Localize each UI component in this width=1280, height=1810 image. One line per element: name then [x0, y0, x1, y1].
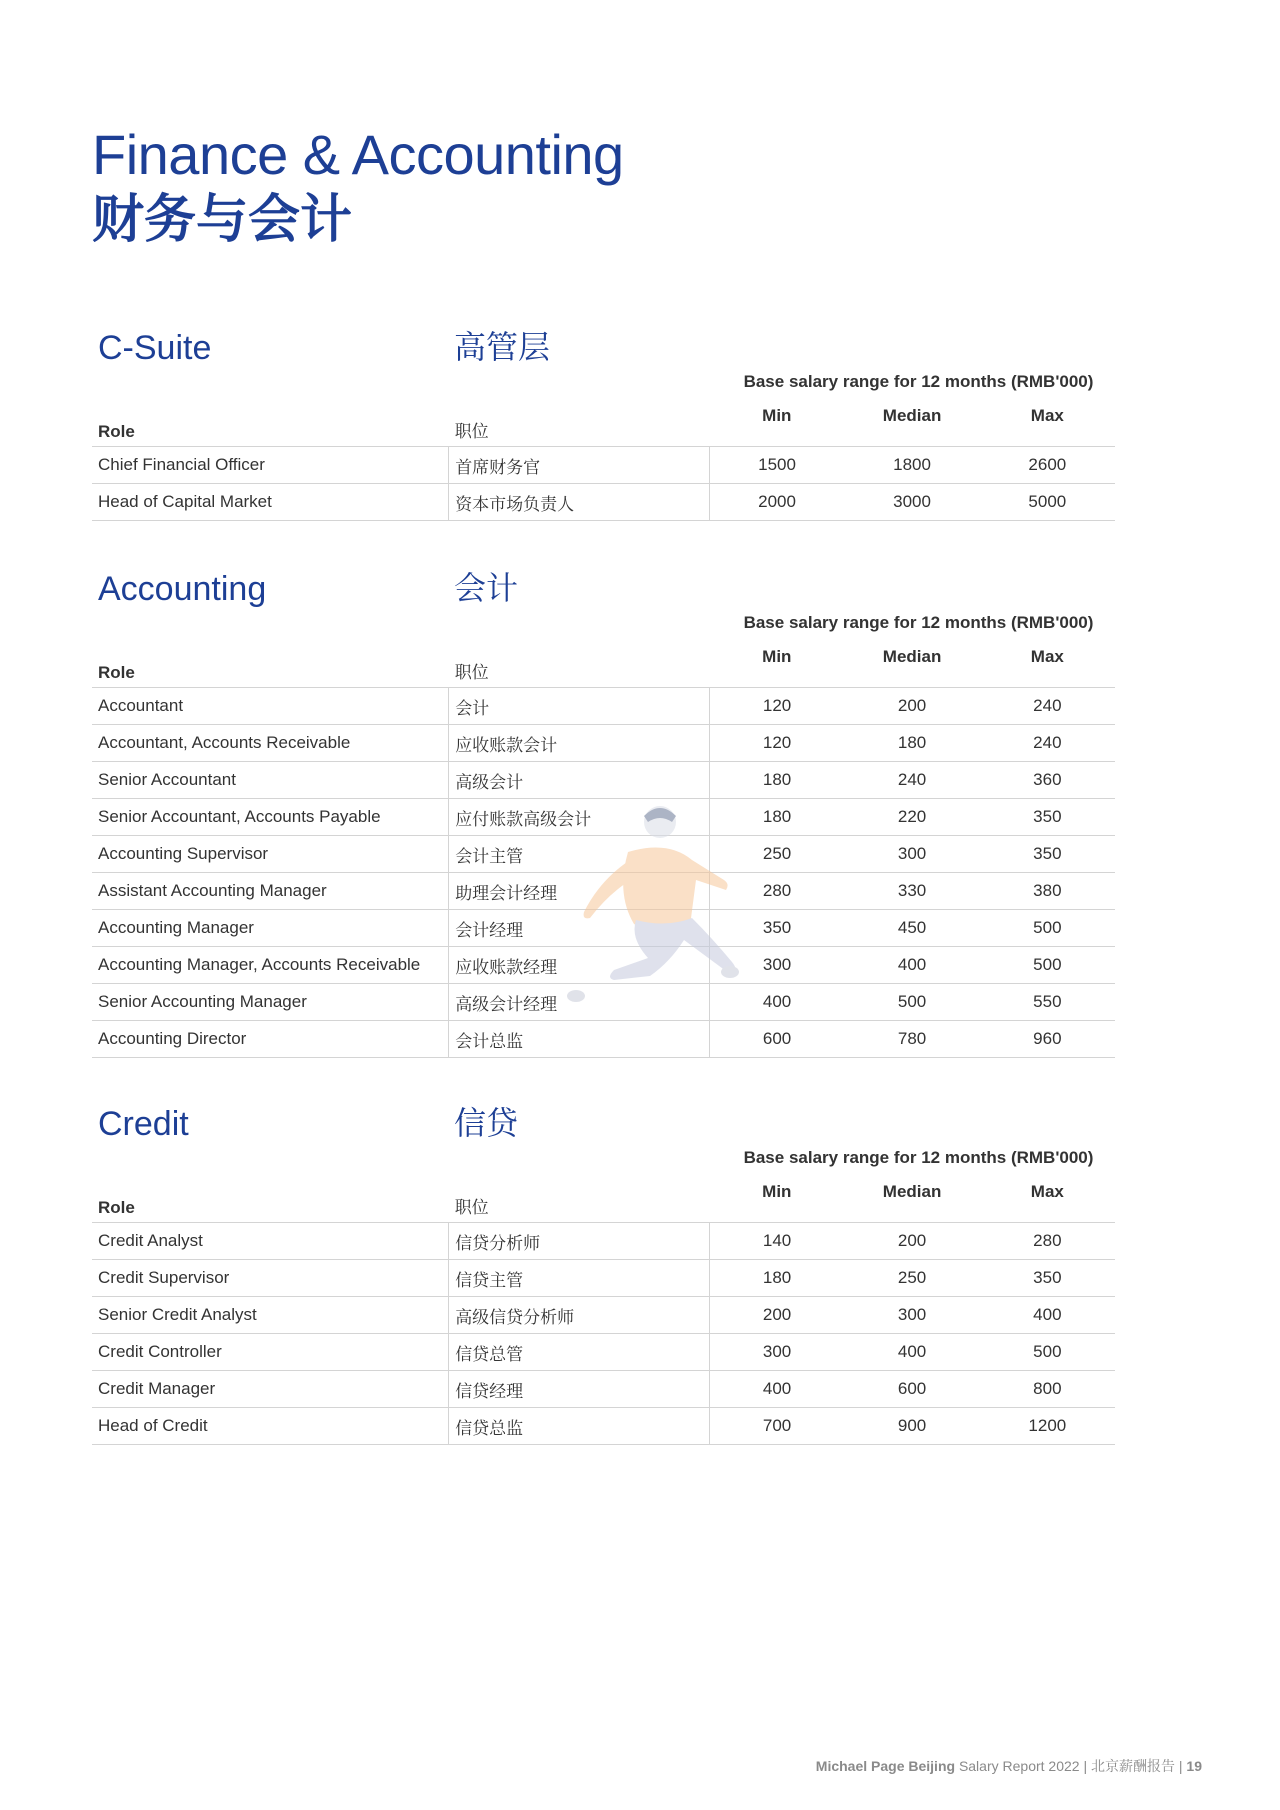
cell-max: 350: [980, 836, 1115, 873]
cell-min: 250: [709, 836, 844, 873]
footer-report-cn: 北京薪酬报告: [1091, 1758, 1175, 1774]
cell-min: 120: [709, 725, 844, 762]
table-header-row: [92, 1178, 1115, 1223]
cell-role-cn: 信贷总监: [449, 1408, 710, 1445]
cell-min: 300: [709, 1334, 844, 1371]
cell-max: 5000: [980, 484, 1115, 521]
cell-max: 2600: [980, 447, 1115, 484]
section-c-suite: [92, 330, 1115, 520]
cell-max: 350: [980, 799, 1115, 836]
cell-role-cn: 信贷分析师: [449, 1223, 710, 1260]
figure-legs: [610, 918, 736, 980]
cell-role: Head of Capital Market: [92, 484, 449, 521]
cell-min: 180: [709, 762, 844, 799]
cell-min: 700: [709, 1408, 844, 1445]
column-header-min: Min: [709, 402, 844, 447]
section-title: Accounting: [98, 570, 267, 608]
cell-max: 380: [980, 873, 1115, 910]
page-number: 19: [1186, 1758, 1202, 1774]
page-footer: [816, 1756, 1202, 1776]
cell-role-cn: 会计: [449, 688, 710, 725]
column-header-max: Max: [980, 1178, 1115, 1223]
cell-median: 330: [844, 873, 979, 910]
cell-min: 350: [709, 910, 844, 947]
cell-role-cn: 应付账款高级会计: [449, 799, 710, 836]
cell-max: 960: [980, 1021, 1115, 1058]
page-title-cn: 财务与会计: [92, 191, 353, 249]
cell-role-cn: 应收账款经理: [449, 947, 710, 984]
cell-role: Senior Accounting Manager: [92, 984, 449, 1021]
column-header-role: Role: [92, 402, 449, 447]
figure-torso: [623, 848, 727, 931]
cell-min: 280: [709, 873, 844, 910]
cell-median: 250: [844, 1260, 979, 1297]
cell-max: 500: [980, 1334, 1115, 1371]
table-row: [92, 725, 1115, 762]
cell-role: Credit Analyst: [92, 1223, 449, 1260]
section-title: Credit: [98, 1105, 189, 1143]
footer-separator: |: [1178, 1758, 1183, 1774]
page-title: Finance & Accounting: [92, 123, 624, 186]
cell-role-cn: 会计主管: [449, 836, 710, 873]
cell-role: Accounting Manager, Accounts Receivable: [92, 947, 449, 984]
cell-role: Accountant, Accounts Receivable: [92, 725, 449, 762]
table-row: [92, 1223, 1115, 1260]
footer-brand: Michael Page Beijing: [815, 1758, 956, 1774]
cell-min: 1500: [709, 447, 844, 484]
cell-median: 900: [844, 1408, 979, 1445]
cell-max: 280: [980, 1223, 1115, 1260]
cell-role-cn: 资本市场负责人: [449, 484, 710, 521]
cell-role: Credit Supervisor: [92, 1260, 449, 1297]
cell-role-cn: 高级会计经理: [449, 984, 710, 1021]
column-header-median: Median: [844, 1178, 979, 1223]
cell-max: 550: [980, 984, 1115, 1021]
cell-min: 300: [709, 947, 844, 984]
column-header-role: Role: [92, 643, 449, 688]
table-row: [92, 1260, 1115, 1297]
cell-role: Head of Credit: [92, 1408, 449, 1445]
cell-median: 220: [844, 799, 979, 836]
cell-max: 800: [980, 1371, 1115, 1408]
cell-role-cn: 首席财务官: [449, 447, 710, 484]
cell-role: Chief Financial Officer: [92, 447, 449, 484]
column-header-role: Role: [92, 1178, 449, 1223]
column-header-median: Median: [844, 643, 979, 688]
cell-max: 400: [980, 1297, 1115, 1334]
cell-median: 450: [844, 910, 979, 947]
column-header-min: Min: [709, 643, 844, 688]
table-row: [92, 1371, 1115, 1408]
cell-median: 600: [844, 1371, 979, 1408]
section-title-cn: 信贷: [454, 1105, 519, 1141]
cell-role-cn: 高级信贷分析师: [449, 1297, 710, 1334]
table-row: [92, 1334, 1115, 1371]
column-header-max: Max: [980, 643, 1115, 688]
cell-role: Accounting Director: [92, 1021, 449, 1058]
footer-separator: |: [1083, 1758, 1088, 1774]
section-title: C-Suite: [98, 329, 212, 367]
table-row: [92, 447, 1115, 484]
cell-role: Senior Accountant, Accounts Payable: [92, 799, 449, 836]
column-header-min: Min: [709, 1178, 844, 1223]
column-header-max: Max: [980, 402, 1115, 447]
cell-max: 350: [980, 1260, 1115, 1297]
cell-role: Accounting Supervisor: [92, 836, 449, 873]
cell-role-cn: 助理会计经理: [449, 873, 710, 910]
cell-median: 240: [844, 762, 979, 799]
cell-max: 360: [980, 762, 1115, 799]
cell-median: 200: [844, 688, 979, 725]
cell-median: 200: [844, 1223, 979, 1260]
table-row: [92, 484, 1115, 521]
figure-shoe-left: [567, 990, 585, 1002]
cell-min: 400: [709, 984, 844, 1021]
cell-role-cn: 信贷经理: [449, 1371, 710, 1408]
cell-role: Senior Accountant: [92, 762, 449, 799]
cell-max: 500: [980, 947, 1115, 984]
cell-role: Senior Credit Analyst: [92, 1297, 449, 1334]
footer-report: Salary Report 2022: [958, 1758, 1080, 1774]
cell-role: Credit Controller: [92, 1334, 449, 1371]
cell-role-cn: 会计总监: [449, 1021, 710, 1058]
salary-table: [92, 402, 1115, 521]
cell-role-cn: 应收账款会计: [449, 725, 710, 762]
column-header-role-cn: 职位: [449, 402, 710, 447]
cell-min: 120: [709, 688, 844, 725]
table-header-row: [92, 643, 1115, 688]
salary-range-caption: Base salary range for 12 months (RMB'000): [743, 1148, 1094, 1167]
section-title-cn: 高管层: [454, 329, 551, 365]
section-credit: [92, 1106, 1115, 1446]
cell-role: Assistant Accounting Manager: [92, 873, 449, 910]
cell-max: 1200: [980, 1408, 1115, 1445]
salary-table: [92, 1178, 1115, 1445]
cell-role-cn: 高级会计: [449, 762, 710, 799]
cell-role-cn: 信贷主管: [449, 1260, 710, 1297]
table-header-row: [92, 402, 1115, 447]
cell-median: 300: [844, 836, 979, 873]
cell-max: 500: [980, 910, 1115, 947]
cell-role: Accounting Manager: [92, 910, 449, 947]
cell-min: 180: [709, 799, 844, 836]
cell-role-cn: 会计经理: [449, 910, 710, 947]
cell-role-cn: 信贷总管: [449, 1334, 710, 1371]
cell-median: 3000: [844, 484, 979, 521]
running-figure-illustration: [548, 800, 758, 1020]
cell-min: 600: [709, 1021, 844, 1058]
cell-median: 1800: [844, 447, 979, 484]
column-header-role-cn: 职位: [449, 643, 710, 688]
salary-range-caption: Base salary range for 12 months (RMB'000): [743, 372, 1094, 391]
cell-min: 180: [709, 1260, 844, 1297]
cell-role: Accountant: [92, 688, 449, 725]
table-row: [92, 1408, 1115, 1445]
section-title-cn: 会计: [454, 570, 519, 606]
figure-head: [644, 806, 676, 838]
column-header-role-cn: 职位: [449, 1178, 710, 1223]
table-row: [92, 1297, 1115, 1334]
cell-min: 2000: [709, 484, 844, 521]
cell-median: 780: [844, 1021, 979, 1058]
cell-median: 400: [844, 947, 979, 984]
table-row: [92, 688, 1115, 725]
cell-median: 500: [844, 984, 979, 1021]
figure-shoe-right: [721, 966, 739, 978]
cell-max: 240: [980, 725, 1115, 762]
cell-max: 240: [980, 688, 1115, 725]
cell-median: 400: [844, 1334, 979, 1371]
cell-min: 400: [709, 1371, 844, 1408]
column-header-median: Median: [844, 402, 979, 447]
cell-median: 300: [844, 1297, 979, 1334]
cell-min: 140: [709, 1223, 844, 1260]
salary-range-caption: Base salary range for 12 months (RMB'000): [743, 613, 1094, 632]
table-row: [92, 762, 1115, 799]
table-row: [92, 1021, 1115, 1058]
cell-min: 200: [709, 1297, 844, 1334]
cell-median: 180: [844, 725, 979, 762]
cell-role: Credit Manager: [92, 1371, 449, 1408]
